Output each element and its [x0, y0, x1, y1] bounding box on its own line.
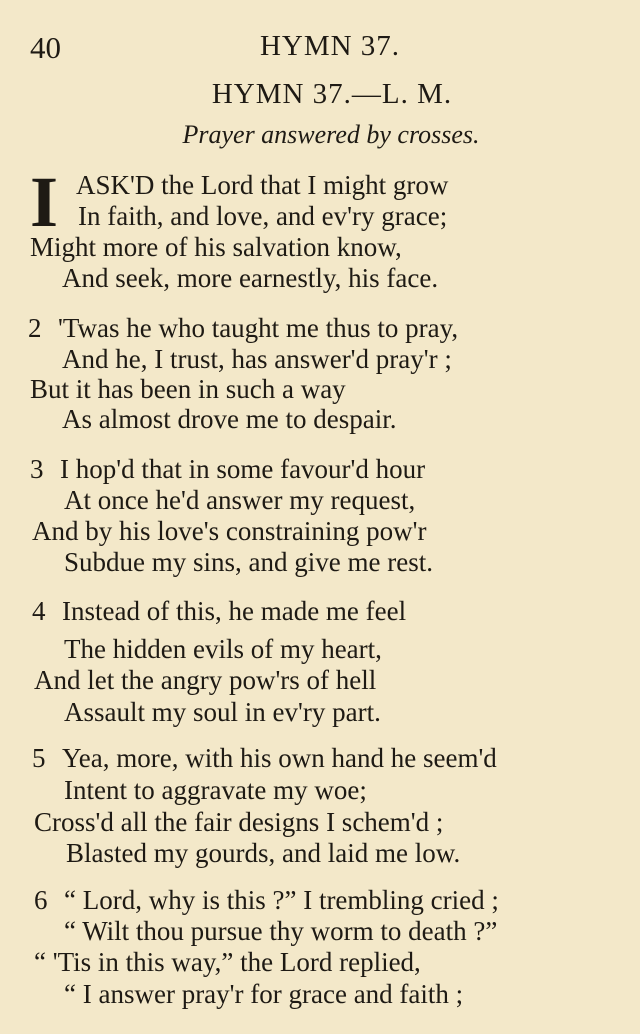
verse-3-line-3: And by his love's constraining pow'r [32, 516, 427, 546]
hymn-subtitle: Prayer answered by crosses. [182, 120, 480, 149]
verse-6-line-1 [34, 885, 499, 915]
verse-6-line-4: “ I answer pray'r for grace and faith ; [64, 979, 464, 1009]
verse-line-text: I hop'd that in some favour'd hour [60, 454, 426, 484]
hymn-title: HYMN 37.—L. M. [211, 78, 453, 110]
verse-5-line-3: Cross'd all the fair designs I schem'd ; [34, 807, 444, 837]
verse-number: 3 [30, 454, 44, 484]
verse-3-line-4: Subdue my sins, and give me rest. [64, 547, 433, 577]
verse-5-line-4: Blasted my gourds, and laid me low. [66, 838, 461, 868]
verse-4-line-3: And let the angry pow'rs of hell [34, 665, 377, 695]
verse-line-text: 'Twas he who taught me thus to pray, [58, 313, 459, 343]
verse-number: 5 [32, 743, 46, 773]
verse-2-line-2: And he, I trust, has answer'd pray'r ; [62, 344, 452, 374]
verse-5-line-1 [32, 743, 497, 773]
running-head: HYMN 37. [259, 30, 401, 62]
verse-number: 4 [32, 596, 46, 626]
verse-6-line-3: “ 'Tis in this way,” the Lord replied, [34, 947, 421, 977]
verse-line-text: Yea, more, with his own hand he seem'd [62, 743, 497, 773]
verse-2-line-3: But it has been in such a way [30, 374, 346, 404]
verse-4-line-2: The hidden evils of my heart, [64, 634, 382, 664]
verse-1-line-2: In faith, and love, and ev'ry grace; [78, 201, 448, 231]
verse-2-line-4: As almost drove me to despair. [62, 404, 397, 434]
verse-6-line-2: “ Wilt thou pursue thy worm to death ?” [64, 916, 498, 946]
verse-line-text: “ Lord, why is this ?” I trembling cried ; [64, 885, 499, 915]
verse-line-text: Instead of this, he made me feel [62, 596, 407, 626]
verse-4-line-4: Assault my soul in ev'ry part. [64, 697, 381, 727]
verse-1-line-1: ASK'D the Lord that I might grow [76, 170, 449, 200]
verse-1-line-4: And seek, more earnestly, his face. [62, 263, 439, 293]
verse-4-line-1 [32, 596, 406, 626]
drop-cap: I [30, 162, 59, 242]
verse-5-line-2: Intent to aggravate my woe; [64, 775, 367, 805]
verse-number: 6 [34, 885, 48, 915]
verse-2-line-1 [28, 313, 458, 343]
verse-3-line-2: At once he'd answer my request, [64, 485, 416, 515]
verse-3-line-1 [30, 454, 425, 484]
verse-1-line-3: Might more of his salvation know, [30, 232, 402, 262]
verse-number: 2 [28, 313, 42, 343]
page-number: 40 [30, 30, 61, 65]
